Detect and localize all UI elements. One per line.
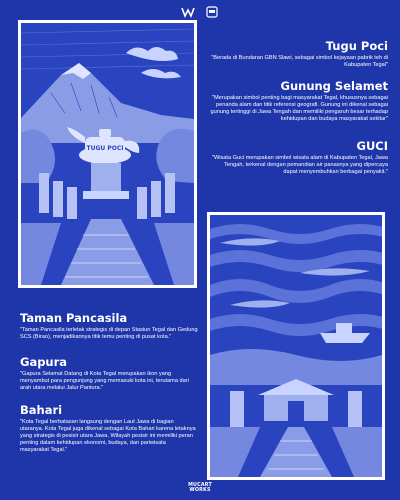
panel-top-label: TUGU POCI <box>86 145 124 152</box>
section-title: Tugu Poci <box>325 39 388 53</box>
section-guci <box>212 140 388 176</box>
section-gunung-selamet <box>206 80 388 123</box>
section-bahari <box>20 404 196 454</box>
header-logos <box>0 6 400 20</box>
section-text: "Taman Pancasila terletak strategis di depan Stasiun Tegal dan Gedung SCS (Birao), menjadikannya titik temu penting di pusat kota." <box>20 327 198 340</box>
section-title: GUCI <box>356 139 388 153</box>
crest-icon <box>205 6 219 18</box>
section-title: Bahari <box>20 403 63 417</box>
section-text: "Berada di Bundaran GBN Slawi, sebagai simbol kejayaan pabrik teh di Kabupaten Tegal" <box>211 55 388 68</box>
illustration-panel-bottom <box>207 212 385 480</box>
section-text: "Gapura Selamat Datang di Kota Tegal merupakan ikon yang menyambut para pengunjung yang memasuki kota ini, terutama dari arah utara melalui Jalur Pantura." <box>20 371 189 391</box>
section-text: "Kota Tegal berbatasan langsung dengan Laut Jawa di bagian utaranya. Kota Tegal juga dikenal sebagai Kota Bahari karena letaknya yang strategis di pesisir utara Jawa. Wilayah pesisir ini memiliki peran penting dalam kehidupan ekonomi, budaya, dan pariwisata masyarakat Tegal." <box>20 419 196 453</box>
section-gapura <box>20 356 198 392</box>
footer-logo-line1: MUCART <box>188 483 212 488</box>
brand-w-icon <box>181 6 195 18</box>
section-text: "Wisata Guci merupakan simbol wisata alam di Kabupaten Tegal, Jawa Tengah, terkenal dengan pemandian air panasnya yang dipercaya dapat menyembuhkan berbagai penyakit." <box>212 155 388 175</box>
section-taman-pancasila <box>20 312 206 341</box>
illustration-panel-top <box>18 20 197 288</box>
section-title: Gunung Selamet <box>280 79 388 93</box>
footer-logo-line2: WORKS <box>189 488 211 494</box>
section-title: Gapura <box>20 355 68 369</box>
footer-logo <box>182 483 218 497</box>
section-text: "Merupakan simbol penting bagi masyarakat Tegal, khususnya sebagai penanda alam dan titik referensi geografi. Gunung ini dikenal sebagai gunung tertinggi di Jawa Tengah dan memiliki pengaruh besar terhadap kehidupan dan budaya masyarakat sekitar" <box>210 95 388 122</box>
bahari-gapura-illustration <box>210 215 382 477</box>
section-title: Taman Pancasila <box>20 311 128 325</box>
tugu-poci-illustration <box>21 23 194 285</box>
section-tugu-poci <box>208 40 388 69</box>
